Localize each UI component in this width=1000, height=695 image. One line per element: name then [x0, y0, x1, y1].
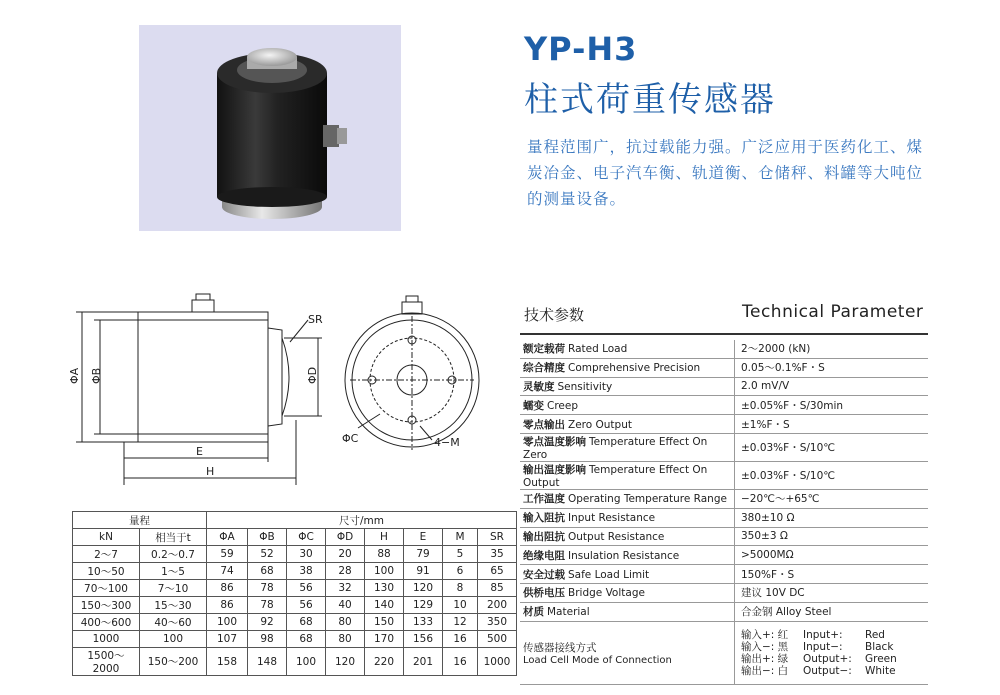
label-phi-c: ΦC: [342, 432, 359, 445]
tech-row: [520, 433, 928, 461]
dim-row: [73, 546, 517, 563]
dim-group-range: 量程: [73, 512, 207, 529]
dim-header-cell: E: [404, 529, 443, 546]
tech-row: [520, 583, 928, 602]
dim-cell: 120: [326, 648, 365, 676]
dim-cell: 16: [443, 648, 478, 676]
label-phi-a: ΦA: [68, 367, 81, 384]
dim-cell: 80: [326, 631, 365, 648]
connection-label-en: Load Cell Mode of Connection: [523, 654, 672, 666]
wire-en: Input−:: [803, 640, 843, 653]
tech-connection-row: [520, 621, 928, 684]
dim-cell: 12: [443, 614, 478, 631]
tech-param-cn: 灵敏度: [523, 380, 555, 393]
tech-row: [520, 565, 928, 584]
tech-param-cn: 安全过载: [523, 568, 565, 581]
label-e: E: [196, 445, 203, 458]
wire-color: Red: [865, 628, 885, 641]
tech-row: [520, 340, 928, 358]
product-photo: [139, 25, 401, 231]
dim-cell: 80: [326, 614, 365, 631]
tech-divider: [520, 333, 928, 335]
tech-param: [520, 358, 735, 377]
dim-row: [73, 563, 517, 580]
connection-wiring: [735, 621, 929, 684]
tech-value: 建议 10V DC: [735, 583, 929, 602]
tech-param-en: Sensitivity: [557, 380, 613, 393]
dim-cell: 32: [326, 580, 365, 597]
tech-param-cn: 输出阻抗: [523, 530, 565, 543]
dim-header-cell: kN: [73, 529, 140, 546]
tech-value: ±0.03%F・S/10℃: [735, 461, 929, 489]
tech-value: 合金钢 Alloy Steel: [735, 602, 929, 621]
dim-cell: 129: [404, 597, 443, 614]
wire-cn: 输入+: 红: [741, 628, 789, 641]
tech-title-cn: 技术参数: [524, 306, 585, 324]
dim-cell: 91: [404, 563, 443, 580]
tech-param-en: Operating Temperature Range: [568, 493, 727, 506]
tech-row: [520, 377, 928, 396]
dim-cell: 70～100: [73, 580, 140, 597]
tech-param-en: Safe Load Limit: [568, 568, 650, 581]
dim-cell: 78: [248, 597, 287, 614]
tech-param-cn: 工作温度: [523, 493, 565, 506]
wire-color: Green: [865, 652, 897, 665]
tech-value: >5000MΩ: [735, 546, 929, 565]
dim-cell: 86: [207, 597, 248, 614]
dim-cell: 79: [404, 546, 443, 563]
tech-param-en: Temperature Effect On Output: [523, 463, 708, 489]
tech-row: [520, 396, 928, 415]
tech-param-cn: 综合精度: [523, 362, 565, 375]
tech-value: 2～2000 (kN): [735, 340, 929, 358]
dim-cell: 35: [478, 546, 517, 563]
tech-param-cn: 材质: [523, 606, 544, 619]
tech-title-en: Technical Parameter: [742, 302, 924, 322]
tech-param-en: Insulation Resistance: [568, 549, 680, 562]
dim-header-cell: ΦA: [207, 529, 248, 546]
dim-cell: 1000: [73, 631, 140, 648]
tech-param-cn: 蠕变: [523, 399, 544, 412]
dim-cell: 2～7: [73, 546, 140, 563]
dim-row: [73, 597, 517, 614]
tech-param-en: Input Resistance: [568, 512, 656, 525]
dim-header-cell: ΦC: [287, 529, 326, 546]
tech-param: [520, 508, 735, 527]
dim-group-size: 尺寸/mm: [207, 512, 517, 529]
wire-en: Input+:: [803, 628, 843, 641]
dim-cell: 100: [287, 648, 326, 676]
dim-cell: 220: [365, 648, 404, 676]
dim-cell: 98: [248, 631, 287, 648]
dim-header-cell: 相当于t: [140, 529, 207, 546]
dim-cell: 100: [140, 631, 207, 648]
tech-param-en: Temperature Effect On Zero: [523, 435, 708, 461]
tech-param: [520, 489, 735, 508]
tech-param: [520, 565, 735, 584]
tech-param: [520, 396, 735, 415]
dim-cell: 15～30: [140, 597, 207, 614]
tech-param: [520, 546, 735, 565]
tech-row: [520, 546, 928, 565]
tech-param-cn: 绝缘电阻: [523, 549, 565, 562]
dim-header-cell: H: [365, 529, 404, 546]
tech-table: [520, 340, 928, 685]
tech-value: ±0.05%F・S/30min: [735, 396, 929, 415]
dim-row: [73, 614, 517, 631]
dim-cell: 133: [404, 614, 443, 631]
dim-cell: 156: [404, 631, 443, 648]
dim-cell: 40～60: [140, 614, 207, 631]
tech-param-en: Bridge Voltage: [568, 587, 645, 600]
tech-row: [520, 461, 928, 489]
dim-cell: 30: [287, 546, 326, 563]
wire-color: Black: [865, 640, 894, 653]
tech-value: 380±10 Ω: [735, 508, 929, 527]
tech-param: [520, 415, 735, 434]
dim-cell: 1～5: [140, 563, 207, 580]
label-sr: SR: [308, 313, 323, 326]
dim-header-row: [73, 529, 517, 546]
tech-param: [520, 340, 735, 358]
dim-cell: 52: [248, 546, 287, 563]
dimension-table: [72, 511, 517, 676]
dim-cell: 68: [287, 631, 326, 648]
tech-value: ±0.03%F・S/10℃: [735, 433, 929, 461]
dim-cell: 78: [248, 580, 287, 597]
dim-cell: 148: [248, 648, 287, 676]
dim-cell: 6: [443, 563, 478, 580]
dim-cell: 85: [478, 580, 517, 597]
dim-cell: 350: [478, 614, 517, 631]
dim-cell: 0.2～0.7: [140, 546, 207, 563]
tech-row: [520, 602, 928, 621]
dim-cell: 150～300: [73, 597, 140, 614]
tech-value: ±1%F・S: [735, 415, 929, 434]
dim-cell: 170: [365, 631, 404, 648]
technical-drawing: [60, 290, 480, 490]
tech-row: [520, 508, 928, 527]
dim-row: [73, 631, 517, 648]
dim-cell: 88: [365, 546, 404, 563]
dim-cell: 16: [443, 631, 478, 648]
side-view-body: [138, 312, 268, 442]
tech-value: 2.0 mV/V: [735, 377, 929, 396]
dim-cell: 107: [207, 631, 248, 648]
tech-param: [520, 602, 735, 621]
dim-cell: 56: [287, 597, 326, 614]
dim-cell: 38: [287, 563, 326, 580]
tech-value: −20℃～+65℃: [735, 489, 929, 508]
dim-cell: 5: [443, 546, 478, 563]
tech-param: [520, 433, 735, 461]
dim-cell: 130: [365, 580, 404, 597]
connection-label-cn: 传感器接线方式: [523, 641, 597, 654]
dim-cell: 74: [207, 563, 248, 580]
dim-cell: 8: [443, 580, 478, 597]
dim-header-cell: M: [443, 529, 478, 546]
dim-cell: 20: [326, 546, 365, 563]
tech-param: [520, 377, 735, 396]
tech-row: [520, 489, 928, 508]
tech-value: 350±3 Ω: [735, 527, 929, 546]
label-h: H: [206, 465, 215, 478]
tech-param-en: Comprehensive Precision: [568, 362, 701, 375]
label-m: 4−M: [434, 436, 460, 449]
dim-cell: 10: [443, 597, 478, 614]
tech-row: [520, 358, 928, 377]
tech-param: [520, 461, 735, 489]
dim-row: [73, 580, 517, 597]
dim-cell: 65: [478, 563, 517, 580]
tech-param-en: Rated Load: [568, 343, 628, 356]
tech-value: 150%F・S: [735, 565, 929, 584]
tech-param-en: Creep: [547, 399, 579, 412]
dim-cell: 86: [207, 580, 248, 597]
wire-en: Output+:: [803, 652, 852, 665]
label-phi-d: ΦD: [306, 366, 319, 384]
tech-param: [520, 583, 735, 602]
dim-cell: 59: [207, 546, 248, 563]
product-name: 柱式荷重传感器: [524, 80, 776, 120]
dim-header-cell: SR: [478, 529, 517, 546]
dim-cell: 500: [478, 631, 517, 648]
dim-cell: 7～10: [140, 580, 207, 597]
dim-header-cell: ΦB: [248, 529, 287, 546]
product-model: YP-H3: [524, 30, 638, 68]
tech-param-cn: 额定载荷: [523, 343, 565, 356]
wire-cn: 输入−: 黑: [741, 640, 789, 653]
dim-cell: 400～600: [73, 614, 140, 631]
dim-cell: 28: [326, 563, 365, 580]
dim-cell: 201: [404, 648, 443, 676]
dim-cell: 120: [404, 580, 443, 597]
dim-cell: 140: [365, 597, 404, 614]
tech-param-en: Output Resistance: [568, 530, 665, 543]
dim-cell: 68: [287, 614, 326, 631]
wire-color: White: [865, 664, 896, 677]
label-phi-b: ΦB: [90, 367, 103, 384]
dim-header-cell: ΦD: [326, 529, 365, 546]
tech-param-cn: 输入阻抗: [523, 512, 565, 525]
tech-param-en: Material: [547, 606, 590, 619]
wire-en: Output−:: [803, 664, 852, 677]
tech-row: [520, 415, 928, 434]
dim-cell: 40: [326, 597, 365, 614]
dim-cell: 100: [365, 563, 404, 580]
dim-cell: 92: [248, 614, 287, 631]
dim-cell: 10～50: [73, 563, 140, 580]
tech-param-en: Zero Output: [568, 418, 632, 431]
product-description: 量程范围广，抗过载能力强。广泛应用于医药化工、煤炭冶金、电子汽车衡、轨道衡、仓储秤、料罐等大吨位的测量设备。: [527, 138, 924, 208]
dim-cell: 100: [207, 614, 248, 631]
dim-cell: 1000: [478, 648, 517, 676]
dim-cell: 150～200: [140, 648, 207, 676]
dim-cell: 200: [478, 597, 517, 614]
dim-cell: 150: [365, 614, 404, 631]
tech-param-cn: 供桥电压: [523, 587, 565, 600]
tech-param-cn: 零点温度影响: [523, 435, 586, 448]
tech-value: 0.05～0.1%F・S: [735, 358, 929, 377]
tech-param-cn: 输出温度影响: [523, 463, 586, 476]
wire-cn: 输出−: 白: [741, 664, 789, 677]
connection-label: [520, 621, 735, 684]
wire-cn: 输出+: 绿: [741, 652, 789, 665]
tech-row: [520, 527, 928, 546]
dim-cell: 68: [248, 563, 287, 580]
dim-cell: 158: [207, 648, 248, 676]
tech-param: [520, 527, 735, 546]
dim-row: [73, 648, 517, 676]
tech-param-cn: 零点输出: [523, 418, 565, 431]
dim-cell: 1500～2000: [73, 648, 140, 676]
dim-cell: 56: [287, 580, 326, 597]
